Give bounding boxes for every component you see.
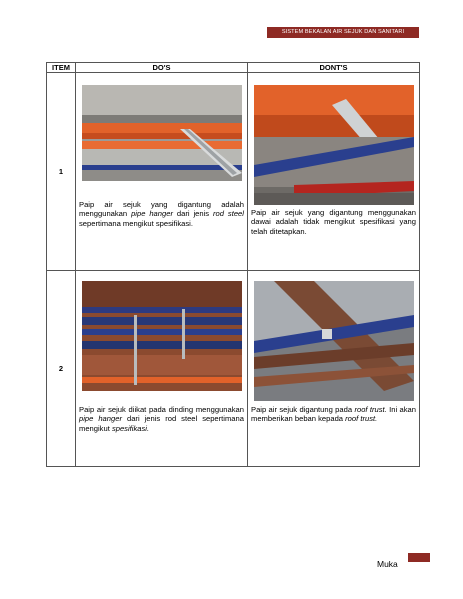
column-header-item: ITEM (47, 63, 76, 73)
dos-donts-table (46, 62, 420, 467)
dos-cell (76, 271, 248, 467)
table-row (47, 271, 420, 467)
photo-pipe-hanger-on-wall (82, 281, 242, 391)
photo-pipe-on-roof-truss (254, 281, 414, 401)
table-header-row (47, 63, 420, 73)
table-row (47, 73, 420, 271)
photo-pipe-hanger-rod-steel (82, 85, 242, 181)
dos-caption: Paip air sejuk yang digantung adalah menggunakan pipe hanger dari jenis rod steel sepertimana mengikut spesifikasi. (79, 200, 244, 228)
donts-cell (248, 271, 420, 467)
dos-caption: Paip air sejuk diikat pada dinding menggunakan pipe hanger dari jenis rod steel sepertimana mengikut spesifikasi. (79, 405, 244, 433)
photo-pipe-hung-with-wire (254, 85, 414, 205)
column-header-dos: DO'S (76, 63, 248, 73)
page-footer-label: Muka (377, 559, 398, 569)
item-number: 2 (47, 271, 76, 467)
column-header-donts: DONT'S (248, 63, 420, 73)
donts-caption: Paip air sejuk yang digantung menggunakan dawai adalah tidak mengikut spesifikasi yang telah ditetapkan. (251, 208, 416, 236)
document-header-banner: SISTEM BEKALAN AIR SEJUK DAN SANITARI (267, 27, 419, 38)
donts-caption: Paip air sejuk digantung pada roof trust. Ini akan memberikan beban kepada roof trust. (251, 405, 416, 424)
donts-cell (248, 73, 420, 271)
page-number-box (408, 553, 430, 562)
item-number: 1 (47, 73, 76, 271)
dos-cell (76, 73, 248, 271)
